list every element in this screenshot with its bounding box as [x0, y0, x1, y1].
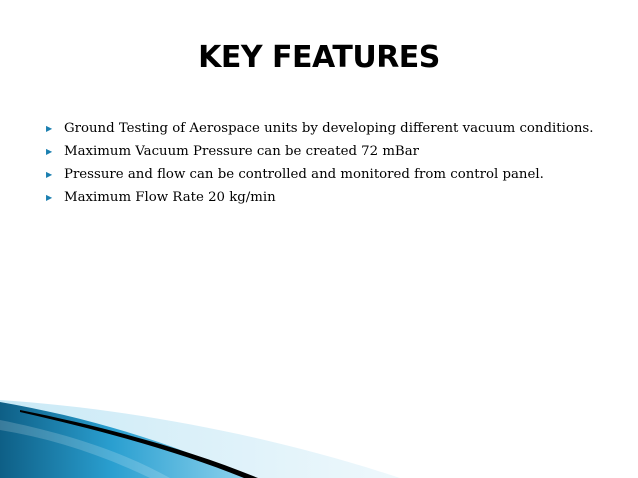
bullet-text: Maximum Flow Rate 20 kg/min: [64, 190, 276, 205]
bullet-text: Pressure and flow can be controlled and monitored from control panel.: [64, 167, 544, 182]
list-item: [46, 143, 626, 166]
list-item: [46, 189, 626, 212]
slide-title: KEY FEATURES: [198, 40, 440, 75]
triangle-right-icon: ▶: [46, 193, 53, 202]
triangle-right-icon: ▶: [46, 147, 53, 156]
bullet-list: [46, 120, 626, 212]
triangle-right-icon: ▶: [46, 170, 53, 179]
list-item: [46, 120, 626, 143]
decorative-wave: [0, 380, 638, 478]
triangle-right-icon: ▶: [46, 124, 53, 133]
list-item: [46, 166, 626, 189]
bullet-text: Maximum Vacuum Pressure can be created 72 mBar: [64, 144, 419, 159]
bullet-text: Ground Testing of Aerospace units by developing different vacuum conditions.: [64, 121, 594, 136]
